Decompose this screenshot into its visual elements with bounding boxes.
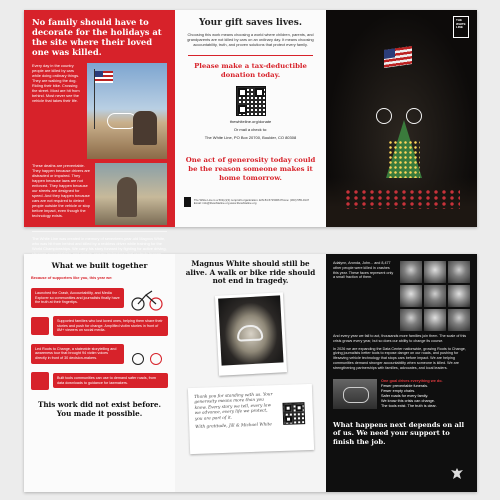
qr-eye — [295, 404, 302, 411]
preventable-paragraph: These deaths are preventable. They happen because drivers are distracted or impaired. They happen because laws are not enforced. They happen because our streets are designed for speed. And they happen because cars are not required to detect people outside the vehicle or stop before impact, even though the technology exists. — [32, 163, 90, 218]
impact-item — [31, 316, 168, 336]
impact-subtitle: Because of supporters like you, this year we: — [31, 276, 113, 280]
flowers-icon — [344, 189, 460, 209]
goal-line: Safer roads for every family. — [381, 393, 429, 398]
goal-block — [333, 379, 470, 409]
person-figure — [117, 177, 137, 217]
qr-eye — [255, 88, 264, 97]
one-act-statement: One act of generosity today could be the reason someone makes it home tomorrow. — [185, 156, 316, 183]
outer-spread — [24, 10, 477, 251]
helmet-photo — [214, 292, 286, 375]
impact-closing: This work did not exist before. You made it possible. — [37, 399, 162, 418]
impact-item-text: Led Roots to Change, a statewide storytelling and awareness tour that brought 94 victim voices directly in front of 30 decision-makers. — [31, 344, 124, 364]
family-icon — [31, 317, 49, 335]
plans-copy: In 2026 we are expanding the Data Center nationwide, growing Roots to Change, giving journalists better tools to expose danger on our roads, and pushing for lifesaving vehicle technology that stops cars before impact. We are helping communities demand stronger accountability when someone is killed. We are strengthening partnerships with families, advocates, and local leaders. — [333, 346, 466, 370]
goal-line: We know this crisis can change. — [381, 398, 435, 403]
eagle-emblem-icon — [449, 466, 465, 482]
thank-you-note: Thank you for standing with us. Your generosity means more than you know. Every story we tell, every law we advance, every life we protect, you are part of it. — [193, 391, 273, 421]
intro-row — [32, 63, 167, 159]
portrait — [400, 261, 422, 283]
families-copy: And every year we fall to act, thousands more families join them. The scale of this crisis grows every year, but so does our ability to change its course. — [333, 334, 467, 343]
impact-item — [31, 372, 168, 390]
qr-eye — [284, 415, 291, 422]
headline: No family should have to decorate for the holidays at the site where their loved one was killed. — [32, 17, 162, 57]
tree-lights — [388, 140, 420, 178]
cyclist-illustration-icon — [128, 285, 168, 311]
portrait — [448, 261, 470, 283]
story-title: Magnus White should still be alive. A walk or bike ride should not end in tragedy. — [185, 259, 316, 286]
inner-spread — [24, 254, 477, 492]
impact-item — [31, 285, 168, 311]
impact-item-text: Supported families who lost loved ones, helping them share their stories and push for change. Amplified victim stories in front of 8M+ viewers on social media. — [53, 316, 168, 336]
story-panel — [175, 254, 326, 492]
impact-title: What we built together — [51, 261, 148, 270]
org-info-text: The White Line is a 501(c)(3) nonprofit organization. EIN 84-5715006 Phone: (303) 555-0147 Email: info@thewhiteline.org www.thewhiteline.org — [193, 197, 310, 206]
impact-item-text: Launched the Crash, Accountability, and Media Explorer so communities and journalists finally have the truth at their fingertips. — [31, 288, 124, 308]
portrait — [424, 261, 446, 283]
thank-you-card — [187, 384, 313, 454]
goal-line: One goal drives everything we do. — [381, 378, 443, 383]
portrait — [424, 285, 446, 307]
portrait — [448, 309, 470, 331]
bike-photo — [333, 379, 377, 409]
family-photo — [95, 163, 167, 225]
intro-row-2 — [32, 163, 167, 225]
intro-panel — [24, 10, 175, 251]
donate-qr-code-icon[interactable] — [236, 86, 266, 116]
portrait — [400, 309, 422, 331]
portrait — [400, 285, 422, 307]
portrait — [424, 309, 446, 331]
tools-icon — [31, 372, 49, 390]
mail-address: The White Line, PO Box 20700, Boulder, CO 80308 — [204, 135, 297, 141]
donate-cta: Please make a tax-deductible donation today. — [194, 61, 307, 79]
qr-eye — [238, 88, 247, 97]
intro-paragraph: Every day in the country people are killed by cars while doing ordinary things. They are walking the dog. Riding their bike. Crossing the street. Most are hit from behind. Most never see the vehicle that takes their life. — [32, 63, 80, 103]
gift-title: Your gift saves lives. — [199, 18, 302, 28]
signature: With gratitude, Jill & Michael White — [194, 421, 272, 429]
donation-panel — [175, 10, 326, 227]
wheel — [132, 353, 144, 365]
bike-illustration-icon — [128, 341, 168, 367]
impact-item-text: Built tools communities can use to demand safer roads, from data downloads to guidance for lawmakers. — [53, 373, 168, 388]
divider — [188, 55, 313, 56]
logo-icon — [184, 197, 191, 207]
next-statement: What happens next depends on all of us. We need your support to finish the job. — [333, 420, 465, 446]
brand-logo: THE WHITE LINE — [453, 16, 469, 38]
mission-footer: The White Line was created in memory of seventeen-year-old Magnus White, who was hit from behind and killed by a reckless driver while training for the World Championships. We carry his story forward by fighting for active driving, — [32, 231, 167, 261]
helmet-icon — [236, 324, 263, 341]
appeal-panel — [326, 254, 477, 492]
wheel — [150, 353, 162, 365]
goal-line: Fewer preventable funerals. — [381, 383, 429, 388]
memorial-photo — [87, 63, 167, 159]
impact-item — [31, 341, 168, 367]
portrait — [448, 285, 470, 307]
mourners — [133, 111, 157, 145]
org-info — [184, 197, 317, 207]
qr-eye — [284, 404, 291, 411]
donate-url[interactable]: thewhiteline.org/donate — [229, 118, 272, 124]
victim-portraits — [400, 261, 470, 331]
flag-icon — [95, 71, 113, 83]
qr-eye — [238, 105, 247, 114]
goal-line: Fewer empty chairs. — [381, 388, 416, 393]
victims-copy: Adalynn, Aronda, John... and 8,477 other people were killed in crashes this year. These faces represent only a small fraction of them. — [333, 261, 394, 280]
flag-icon — [384, 46, 412, 68]
helmet-photo-image — [218, 295, 283, 365]
impact-panel — [24, 254, 175, 492]
goal-line: The tools exist. The truth is clear. — [381, 403, 437, 408]
cover-panel — [326, 10, 477, 227]
goal-lines — [381, 379, 443, 409]
qr-code-icon[interactable] — [282, 402, 305, 425]
victims-row — [333, 261, 470, 331]
mail-label: Or mail a check to: — [233, 127, 268, 132]
gift-copy: Choosing this work means choosing a world where children, parents, and grandparents are not killed by cars on an ordinary day. It means choosing accountability, truth, and proven solutions that protect every family. — [187, 32, 314, 47]
